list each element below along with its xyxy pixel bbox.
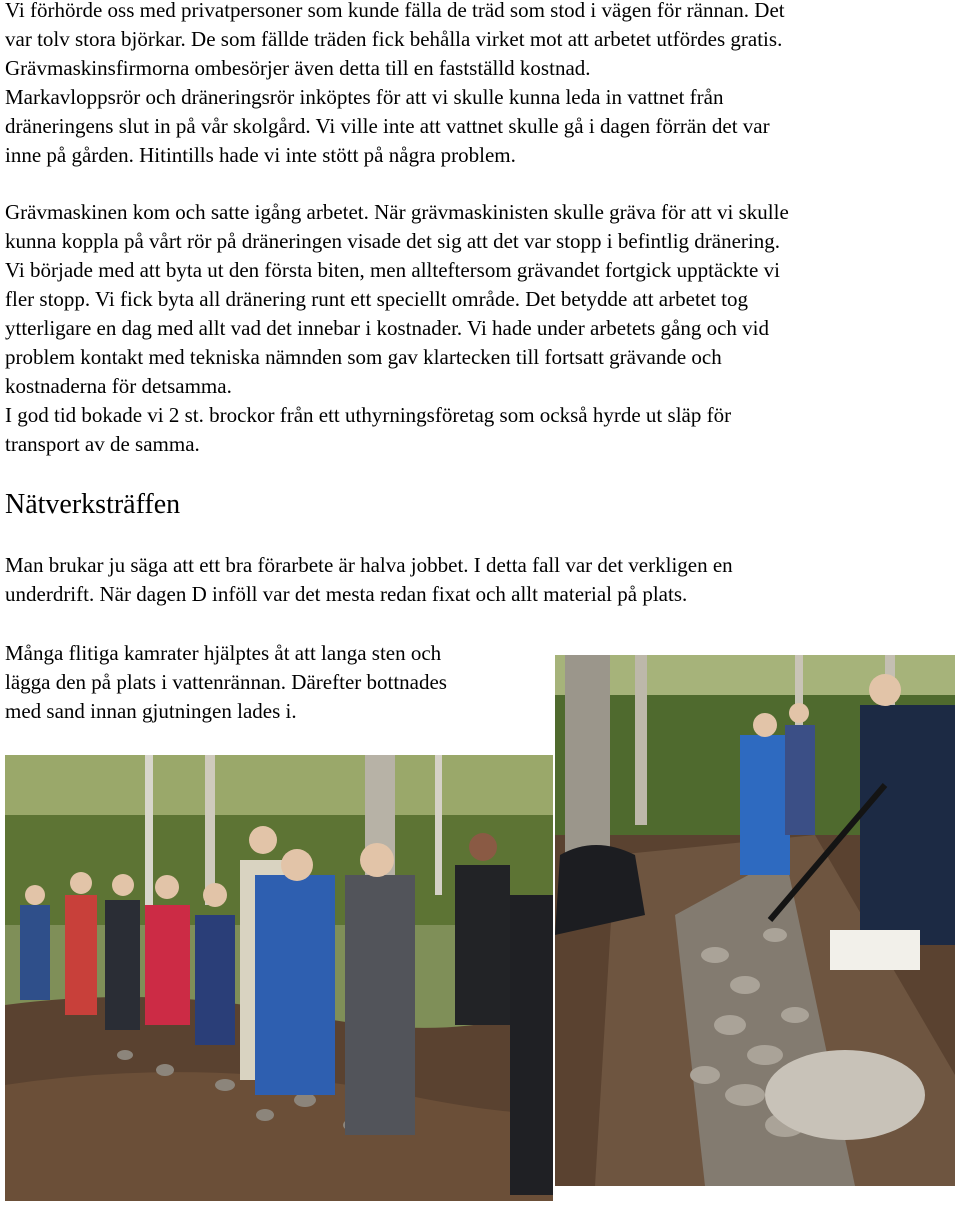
photo-stone-passing-illustration — [5, 755, 553, 1201]
photo-stone-passing-line — [5, 755, 553, 1201]
preparation-paragraph — [5, 551, 733, 609]
section-heading: Nätverksträffen — [5, 489, 181, 520]
caption-paragraph — [5, 639, 447, 726]
text-line: Vi började med att byta ut den första biten, men allteftersom grävandet fortgick upptäckte vi — [5, 258, 780, 282]
photo-stone-channel-illustration — [555, 655, 955, 1186]
text-line: kunna koppla på vårt rör på dräneringen visade det sig att det var stopp i befintlig dränering. — [5, 229, 781, 253]
text-line: Många flitiga kamrater hjälptes åt att langa sten och — [5, 641, 442, 665]
text-line: Vi förhörde oss med privatpersoner som kunde fälla de träd som stod i vägen för rännan. Det — [5, 0, 785, 22]
text-line: dräneringens slut in på vår skolgård. Vi ville inte att vattnet skulle gå i dagen förrän det var — [5, 114, 770, 138]
text-line: med sand innan gjutningen lades i. — [5, 699, 297, 723]
text-line: lägga den på plats i vattenrännan. Därefter bottnades — [5, 670, 447, 694]
text-line: ytterligare en dag med allt vad det innebar i kostnader. Vi hade under arbetets gång och vid — [5, 316, 770, 340]
text-line: problem kontakt med tekniska nämnden som gav klartecken till fortsatt grävande och — [5, 345, 722, 369]
text-line: kostnaderna för detsamma. — [5, 374, 232, 398]
text-line: Grävmaskinen kom och satte igång arbetet. När grävmaskinisten skulle gräva för att vi skulle — [5, 200, 789, 224]
text-line: Grävmaskinsfirmorna ombesörjer även detta till en fastställd kostnad. — [5, 56, 591, 80]
text-line: Man brukar ju säga att ett bra förarbete är halva jobbet. I detta fall var det verkligen en — [5, 553, 733, 577]
text-line: var tolv stora björkar. De som fällde träden fick behålla virket mot att arbetet utfördes gratis. — [5, 27, 783, 51]
text-line: fler stopp. Vi fick byta all dränering runt ett speciellt område. Det betydde att arbetet tog — [5, 287, 749, 311]
text-line: Markavloppsrör och dräneringsrör inköptes för att vi skulle kunna leda in vattnet från — [5, 85, 724, 109]
excavation-paragraph — [5, 198, 789, 459]
photo-stone-channel — [555, 655, 955, 1186]
text-line: transport av de samma. — [5, 432, 200, 456]
text-line: underdrift. När dagen D inföll var det mesta redan fixat och allt material på plats. — [5, 582, 688, 606]
intro-paragraph — [5, 0, 785, 170]
text-line: I god tid bokade vi 2 st. brockor från ett uthyrningsföretag som också hyrde ut släp för — [5, 403, 732, 427]
text-line: inne på gården. Hitintills hade vi inte stött på några problem. — [5, 143, 516, 167]
